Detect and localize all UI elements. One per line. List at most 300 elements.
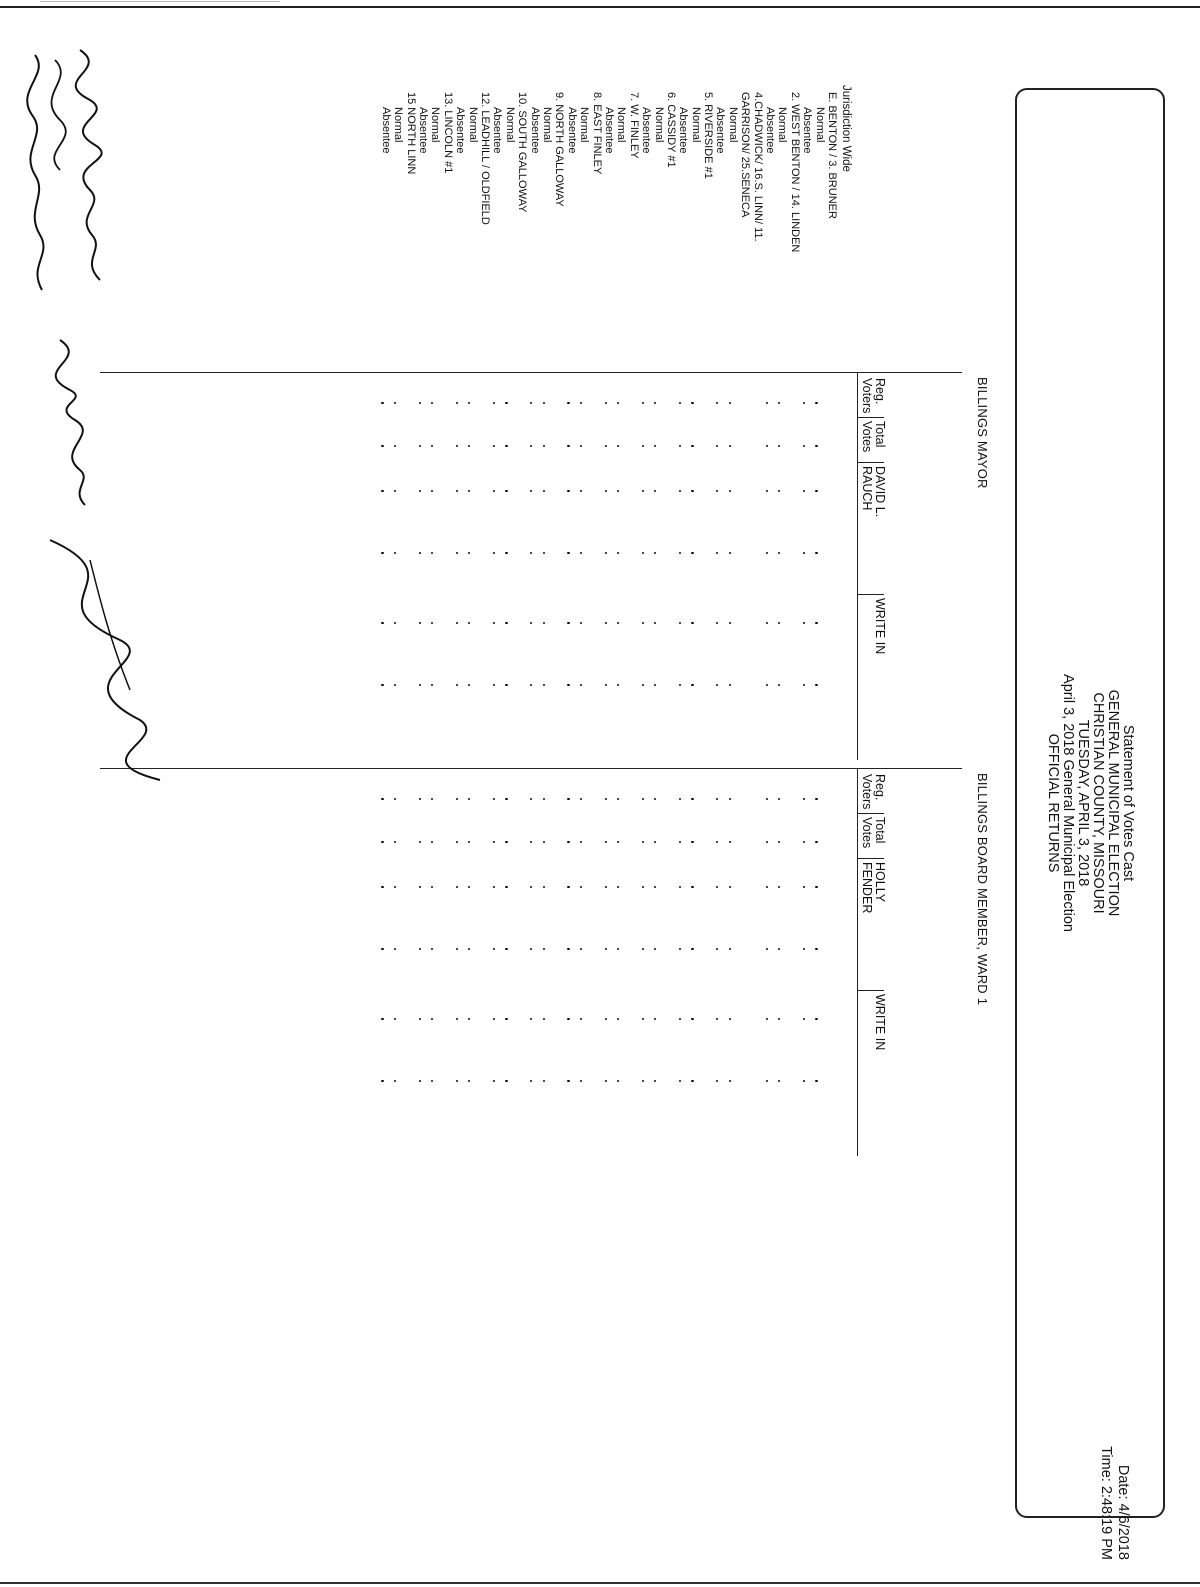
vote-count-cell (815, 552, 817, 554)
vote-count-cell (381, 490, 383, 492)
vote-count-cell (543, 552, 545, 554)
header-underline (857, 768, 858, 1156)
vote-count-cell (381, 552, 383, 554)
vote-count-cell (456, 886, 458, 888)
column-header-line1: DAVID L. (873, 466, 887, 518)
vote-count-cell (716, 684, 718, 686)
vote-count-cell (815, 402, 817, 404)
column-header (860, 378, 886, 413)
vote-count-cell (456, 841, 458, 843)
vote-count-cell (381, 886, 383, 888)
vote-count-cell (605, 1080, 607, 1082)
vote-count-cell (642, 1018, 644, 1020)
vote-count-cell (803, 841, 805, 843)
jurisdiction-name: 12. LEADHILL / OLDFIELD (479, 92, 492, 225)
office-title: BILLINGS BOARD MEMBER, WARD 1 (975, 773, 990, 1006)
vote-count-cell (493, 798, 495, 800)
vote-count-cell (493, 1080, 495, 1082)
column-separator (858, 813, 884, 814)
vote-count-cell (567, 684, 569, 686)
vote-count-cell (468, 841, 470, 843)
vote-count-cell (468, 886, 470, 888)
column-header-line1: WRITE IN (873, 994, 887, 1051)
vote-count-cell (716, 841, 718, 843)
column-header (873, 598, 886, 654)
vote-count-cell (567, 402, 569, 404)
vote-count-cell (381, 841, 383, 843)
vote-count-cell (766, 798, 768, 800)
vote-count-cell (543, 948, 545, 950)
column-header (860, 774, 886, 809)
vote-count-cell (679, 1080, 681, 1082)
vote-count-cell (543, 841, 545, 843)
vote-count-cell (729, 948, 731, 950)
vote-count-cell (493, 948, 495, 950)
jurisdiction-list (380, 85, 838, 625)
jurisdiction-name: 2. WEST BENTON / 14. LINDEN (788, 92, 801, 253)
vote-count-cell (419, 841, 421, 843)
vote-count-cell (381, 798, 383, 800)
vote-count-cell (580, 684, 582, 686)
vote-count-cell (679, 1018, 681, 1020)
vote-count-cell (815, 948, 817, 950)
vote-count-cell (642, 948, 644, 950)
signature-4b (90, 560, 130, 690)
vote-count-cell (654, 798, 656, 800)
vote-count-cell (580, 798, 582, 800)
vote-count-cell (605, 622, 607, 624)
column-separator (858, 594, 884, 595)
vote-count-cell (679, 684, 681, 686)
vote-count-cell (456, 1080, 458, 1082)
column-header (860, 466, 886, 517)
returns-label: OFFICIAL RETURNS (1045, 733, 1061, 873)
vote-count-cell (394, 1018, 396, 1020)
vote-count-cell (456, 798, 458, 800)
vote-count-cell (580, 1018, 582, 1020)
vote-count-cell (716, 1080, 718, 1082)
jurisdiction-name: 7. W. FINLEY (627, 92, 640, 159)
vote-count-cell (493, 886, 495, 888)
vote-count-cell (505, 948, 507, 950)
vote-count-cell (716, 948, 718, 950)
vote-count-cell (605, 490, 607, 492)
vote-count-cell (530, 798, 532, 800)
vote-count-cell (617, 841, 619, 843)
jurisdiction-subrow: Normal (689, 107, 702, 143)
vote-count-cell (567, 841, 569, 843)
vote-count-cell (381, 622, 383, 624)
column-header-line1: WRITE IN (873, 598, 887, 655)
vote-count-cell (617, 684, 619, 686)
vote-count-cell (567, 798, 569, 800)
vote-count-cell (505, 1080, 507, 1082)
vote-count-cell (729, 402, 731, 404)
vote-count-cell (617, 948, 619, 950)
vote-count-cell (431, 684, 433, 686)
report-title: Statement of Votes Cast (1120, 724, 1136, 882)
vote-count-cell (381, 948, 383, 950)
vote-count-cell (431, 798, 433, 800)
vote-count-cell (505, 490, 507, 492)
jurisdiction-subrow: Normal (578, 107, 591, 143)
vote-count-cell (580, 841, 582, 843)
vote-count-cell (778, 684, 780, 686)
vote-count-cell (642, 841, 644, 843)
column-separator (858, 417, 884, 418)
column-header-line2: RAUCH (860, 466, 874, 511)
vote-count-cell (505, 445, 507, 447)
jurisdiction-subrow: Absentee (565, 107, 578, 154)
vote-count-cell (815, 445, 817, 447)
vote-count-cell (381, 684, 383, 686)
jurisdiction-wide-label: Jurisdiction Wide (840, 85, 852, 172)
jurisdiction-subrow: Normal (615, 107, 628, 143)
vote-count-cell (729, 490, 731, 492)
vote-count-cell (691, 622, 693, 624)
vote-count-cell (766, 1080, 768, 1082)
vote-count-cell (505, 1018, 507, 1020)
vote-count-cell (419, 1080, 421, 1082)
vote-count-cell (778, 798, 780, 800)
jurisdiction-subrow: Normal (429, 107, 442, 143)
signature-1b (51, 60, 65, 170)
vote-count-cell (567, 622, 569, 624)
jurisdiction-subrow: Normal (392, 107, 405, 143)
vote-count-cell (617, 798, 619, 800)
vote-count-cell (505, 402, 507, 404)
vote-count-cell (456, 684, 458, 686)
vote-count-cell (468, 948, 470, 950)
vote-count-cell (419, 622, 421, 624)
signature-2 (27, 55, 43, 290)
vote-count-cell (493, 841, 495, 843)
jurisdiction-name: 15 NORTH LINN (404, 92, 417, 175)
vote-count-cell (691, 1018, 693, 1020)
vote-count-cell (803, 948, 805, 950)
jurisdiction-subrow: Normal (813, 107, 826, 143)
vote-count-cell (543, 1080, 545, 1082)
vote-count-cell (431, 841, 433, 843)
vote-count-cell (431, 886, 433, 888)
vote-count-cell (543, 490, 545, 492)
vote-count-cell (493, 684, 495, 686)
vote-count-cell (691, 490, 693, 492)
vote-count-cell (543, 886, 545, 888)
vote-count-cell (617, 886, 619, 888)
jurisdiction-subrow: Absentee (714, 107, 727, 154)
vote-count-cell (729, 841, 731, 843)
vote-count-cell (766, 886, 768, 888)
vote-count-cell (431, 948, 433, 950)
vote-count-cell (505, 684, 507, 686)
vote-count-cell (468, 1018, 470, 1020)
vote-count-cell (729, 1080, 731, 1082)
vote-count-cell (381, 1018, 383, 1020)
vote-count-cell (605, 684, 607, 686)
vote-count-cell (729, 684, 731, 686)
vote-count-cell (419, 798, 421, 800)
vote-count-cell (766, 1018, 768, 1020)
vote-count-cell (654, 948, 656, 950)
vote-count-cell (815, 684, 817, 686)
vote-count-cell (815, 622, 817, 624)
jurisdiction-subrow: Absentee (454, 107, 467, 154)
vote-count-cell (605, 798, 607, 800)
vote-count-cell (815, 1018, 817, 1020)
column-header-line2: Voters (860, 378, 874, 414)
vote-count-cell (419, 1018, 421, 1020)
vote-count-cell (456, 1018, 458, 1020)
vote-count-cell (729, 552, 731, 554)
vote-count-cell (394, 684, 396, 686)
vote-count-cell (530, 841, 532, 843)
jurisdiction-name: 10. SOUTH GALLOWAY (516, 92, 529, 213)
vote-count-cell (778, 1080, 780, 1082)
vote-count-cell (530, 684, 532, 686)
county-name: CHRISTIAN COUNTY, MISSOURI (1090, 692, 1106, 914)
vote-count-cell (381, 445, 383, 447)
vote-count-cell (691, 798, 693, 800)
vote-count-cell (394, 948, 396, 950)
jurisdiction-subrow: Normal (503, 107, 516, 143)
vote-count-cell (778, 948, 780, 950)
vote-count-cell (679, 948, 681, 950)
signature-4 (50, 540, 160, 780)
vote-count-cell (567, 886, 569, 888)
column-separator (858, 462, 884, 463)
vote-count-cell (468, 798, 470, 800)
jurisdiction-subrow: Absentee (379, 107, 392, 154)
column-header-line1: Reg. (873, 378, 887, 405)
vote-count-cell (419, 684, 421, 686)
jurisdiction-subrow: Absentee (640, 107, 653, 154)
vote-count-cell (567, 490, 569, 492)
vote-count-cell (605, 402, 607, 404)
column-header-line1: Total (873, 817, 887, 844)
report-date: Date: 4/6/2018 (1115, 1464, 1131, 1560)
vote-count-cell (815, 490, 817, 492)
vote-count-cell (803, 684, 805, 686)
vote-count-cell (691, 886, 693, 888)
jurisdiction-subrow: Normal (541, 107, 554, 143)
vote-count-cell (803, 1080, 805, 1082)
vote-count-cell (642, 684, 644, 686)
vote-count-cell (716, 886, 718, 888)
vote-count-cell (394, 886, 396, 888)
jurisdiction-subrow: Normal (466, 107, 479, 143)
vote-count-cell (654, 841, 656, 843)
jurisdiction-name: 9. NORTH GALLOWAY (553, 92, 566, 207)
signatures (10, 40, 200, 800)
vote-count-cell (431, 1018, 433, 1020)
vote-count-cell (505, 798, 507, 800)
vote-count-cell (468, 1080, 470, 1082)
jurisdiction-name: E. BENTON / 3. BRUNER (826, 92, 838, 219)
vote-count-cell (654, 1018, 656, 1020)
jurisdiction-name: GARRISON/ 25.SENECA (739, 92, 752, 218)
jurisdiction-subrow: Absentee (764, 107, 777, 154)
vote-count-cell (605, 1018, 607, 1020)
vote-count-cell (605, 948, 607, 950)
vote-count-cell (567, 1018, 569, 1020)
column-header (873, 994, 886, 1050)
vote-count-cell (419, 886, 421, 888)
vote-count-cell (679, 798, 681, 800)
vote-count-cell (803, 798, 805, 800)
jurisdiction-subrow: Absentee (602, 107, 615, 154)
vote-count-cell (803, 886, 805, 888)
vote-count-cell (815, 1080, 817, 1082)
vote-count-cell (766, 841, 768, 843)
vote-count-cell (679, 841, 681, 843)
vote-count-cell (567, 552, 569, 554)
column-header-line1: HOLLY (873, 862, 887, 903)
vote-count-cell (419, 948, 421, 950)
jurisdiction-name: 6. CASSIDY #1 (664, 92, 677, 168)
header-box (1015, 88, 1165, 1560)
column-separator (858, 858, 884, 859)
vote-count-cell (505, 622, 507, 624)
jurisdiction-subrow: Absentee (677, 107, 690, 154)
vote-count-cell (815, 886, 817, 888)
vote-count-cell (729, 886, 731, 888)
column-header-line1: Total (873, 421, 887, 448)
vote-count-cell (654, 684, 656, 686)
election-date-line: TUESDAY, APRIL 3, 2018 (1075, 719, 1091, 887)
vote-count-cell (381, 402, 383, 404)
vote-count-cell (419, 552, 421, 554)
vote-count-cell (716, 1018, 718, 1020)
office-divider (100, 768, 962, 769)
vote-count-cell (530, 1018, 532, 1020)
vote-count-cell (778, 1018, 780, 1020)
column-separator (858, 990, 884, 991)
vote-count-cell (766, 948, 768, 950)
vote-count-cell (505, 552, 507, 554)
election-name: GENERAL MUNICIPAL ELECTION (1105, 689, 1121, 917)
vote-count-cell (691, 841, 693, 843)
vote-count-cell (654, 1080, 656, 1082)
vote-count-cell (543, 798, 545, 800)
vote-count-cell (605, 886, 607, 888)
vote-count-cell (419, 490, 421, 492)
header-underline (857, 372, 858, 760)
vote-count-cell (567, 445, 569, 447)
vote-count-cell (716, 798, 718, 800)
vote-count-cell (530, 948, 532, 950)
jurisdiction-subrow: Absentee (491, 107, 504, 154)
vote-count-cell (729, 445, 731, 447)
vote-count-cell (543, 1018, 545, 1020)
election-subtitle: April 3, 2018 General Municipal Election (1060, 674, 1076, 932)
vote-count-cell (679, 886, 681, 888)
column-header-line2: Voters (860, 774, 874, 810)
report-timestamp (1097, 1410, 1131, 1560)
jurisdiction-name: 5. RIVERSIDE #1 (702, 92, 715, 179)
jurisdiction-subrow: Absentee (528, 107, 541, 154)
column-header-line2: Votes (860, 817, 874, 849)
vote-count-cell (394, 798, 396, 800)
vote-count-cell (729, 622, 731, 624)
vote-count-cell (543, 445, 545, 447)
vote-count-cell (642, 798, 644, 800)
vote-count-cell (815, 841, 817, 843)
jurisdiction-subrow: Normal (726, 107, 739, 143)
vote-count-cell (419, 445, 421, 447)
vote-count-cell (617, 1018, 619, 1020)
vote-count-cell (580, 1080, 582, 1082)
vote-count-cell (543, 622, 545, 624)
vote-count-cell (691, 948, 693, 950)
report-time: Time: 2:48:19 PM (1098, 1446, 1114, 1560)
column-header (860, 421, 886, 452)
office-divider (100, 372, 962, 373)
vote-count-cell (691, 684, 693, 686)
vote-count-cell (642, 886, 644, 888)
vote-count-cell (381, 1080, 383, 1082)
column-header (860, 862, 886, 913)
column-header-line2: FENDER (860, 862, 874, 914)
vote-count-cell (778, 841, 780, 843)
jurisdiction-name: 13. LINCOLN #1 (441, 92, 454, 174)
signature-1 (76, 50, 102, 280)
vote-count-cell (691, 552, 693, 554)
office-title: BILLINGS MAYOR (975, 377, 990, 489)
vote-count-cell (530, 886, 532, 888)
jurisdiction-name: 4.CHADWICK/ 16.S. LINN/ 11. (751, 92, 764, 242)
vote-count-cell (580, 948, 582, 950)
column-header-line1: Reg. (873, 774, 887, 801)
vote-count-cell (419, 402, 421, 404)
vote-count-cell (654, 886, 656, 888)
jurisdiction-subrow: Absentee (801, 107, 814, 154)
vote-count-cell (567, 948, 569, 950)
vote-count-cell (580, 886, 582, 888)
vote-count-cell (766, 684, 768, 686)
vote-count-cell (456, 948, 458, 950)
vote-count-cell (505, 886, 507, 888)
vote-count-cell (468, 684, 470, 686)
vote-count-cell (729, 1018, 731, 1020)
column-header-line2: Votes (860, 421, 874, 453)
vote-count-cell (803, 1018, 805, 1020)
vote-count-cell (617, 1080, 619, 1082)
vote-count-cell (691, 445, 693, 447)
vote-count-cell (394, 1080, 396, 1082)
vote-count-cell (605, 841, 607, 843)
vote-count-cell (815, 798, 817, 800)
jurisdiction-subrow: Normal (776, 107, 789, 143)
signature-3 (56, 340, 85, 505)
vote-count-cell (543, 402, 545, 404)
vote-count-cell (530, 1080, 532, 1082)
vote-count-cell (605, 445, 607, 447)
vote-count-cell (691, 402, 693, 404)
jurisdiction-subrow: Absentee (417, 107, 430, 154)
vote-count-cell (605, 552, 607, 554)
vote-count-cell (505, 841, 507, 843)
vote-count-cell (431, 1080, 433, 1082)
vote-count-cell (394, 841, 396, 843)
vote-count-cell (729, 798, 731, 800)
jurisdiction-subrow: Normal (652, 107, 665, 143)
vote-count-cell (567, 1080, 569, 1082)
vote-count-cell (543, 684, 545, 686)
jurisdiction-name: 8. EAST FINLEY (590, 92, 603, 175)
column-header (860, 817, 886, 848)
vote-count-cell (691, 1080, 693, 1082)
